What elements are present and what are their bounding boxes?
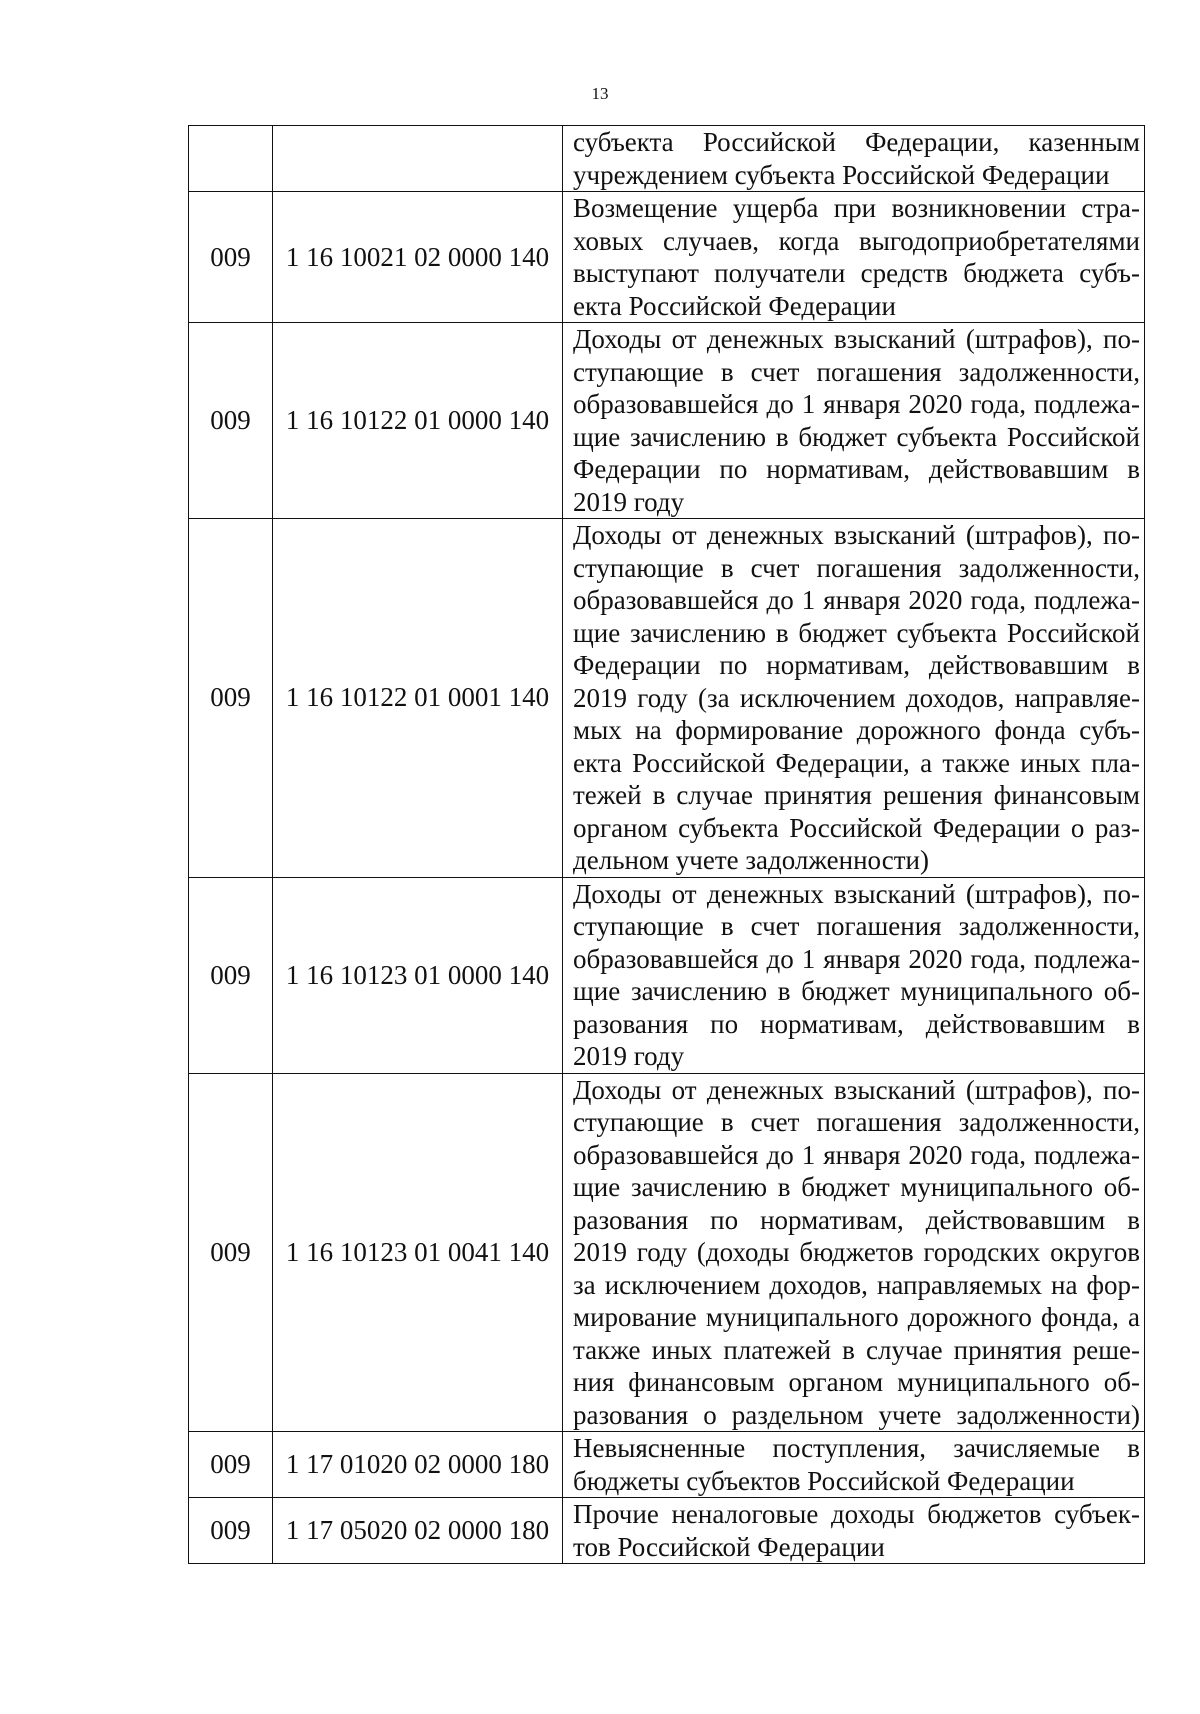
description-line: ступающие в счет погашения задолженности, (573, 1107, 1140, 1137)
description-line: щие зачислению в бюджет субъекта Российской (573, 421, 1140, 452)
description-cell (563, 519, 1145, 878)
table-body (189, 126, 1145, 1564)
kbk-code-cell: 1 17 05020 02 0000 180 (273, 1498, 563, 1564)
kbk-code-cell: 1 16 10123 01 0041 140 (273, 1073, 563, 1432)
table-row (189, 192, 1145, 323)
description-cell (563, 126, 1145, 192)
description-line: разования о раздельном учете задолженности) (573, 1399, 1140, 1430)
description-line: также иных платежей в случае принятия реше- (573, 1334, 1140, 1365)
page-number: 13 (591, 84, 609, 103)
kbk-code-cell (273, 126, 563, 192)
admin-code-cell: 009 (189, 1432, 273, 1498)
description-line: 2019 году (573, 1041, 685, 1071)
description-cell (563, 1432, 1145, 1498)
description-line: образовавшейся до 1 января 2020 года, подлежа- (573, 585, 1140, 615)
table-row (189, 323, 1145, 519)
table-row (189, 519, 1145, 878)
admin-code-cell: 009 (189, 877, 273, 1073)
admin-code-cell: 009 (189, 323, 273, 519)
description-line: 2019 году (за исключением доходов, направляе- (573, 682, 1140, 713)
description-line: субъекта Российской Федерации, казенным (573, 127, 1140, 157)
description-line: учреждением субъекта Российской Федерации (573, 159, 1110, 190)
description-line: ховых случаев, когда выгодоприобретателями (573, 225, 1140, 256)
description-line: Федерации по нормативам, действовавшим в (573, 650, 1140, 680)
admin-code-cell (189, 126, 273, 192)
description-line: екта Российской Федерации, а также иных пла- (573, 747, 1140, 778)
description-cell (563, 877, 1145, 1073)
description-line: щие зачислению в бюджет муниципального об- (573, 1172, 1140, 1202)
description-line: ступающие в счет погашения задолженности, (573, 911, 1140, 941)
admin-code-cell: 009 (189, 1498, 273, 1564)
description-line: за исключением доходов, направляемых на фор- (573, 1269, 1140, 1300)
table-row (189, 1073, 1145, 1432)
table-row (189, 1498, 1145, 1564)
description-line: щие зачислению в бюджет субъекта Российской (573, 617, 1140, 648)
description-line: образовавшейся до 1 января 2020 года, подлежа- (573, 943, 1140, 974)
description-line: Доходы от денежных взысканий (штрафов), по- (573, 878, 1140, 909)
description-line: образовавшейся до 1 января 2020 года, подлежа- (573, 1139, 1140, 1170)
kbk-code-cell: 1 16 10122 01 0000 140 (273, 323, 563, 519)
description-line: Федерации по нормативам, действовавшим в (573, 454, 1140, 484)
description-line: ния финансовым органом муниципального об- (573, 1367, 1140, 1397)
description-line: Доходы от денежных взысканий (штрафов), по- (573, 520, 1140, 550)
description-line: бюджеты субъектов Российской Федерации (573, 1465, 1075, 1496)
kbk-code-cell: 1 16 10123 01 0000 140 (273, 877, 563, 1073)
admin-code-cell: 009 (189, 519, 273, 878)
description-line: органом субъекта Российской Федерации о раз- (573, 812, 1140, 843)
description-line: Невыясненные поступления, зачисляемые в (573, 1433, 1140, 1463)
description-line: 2019 году (доходы бюджетов городских округов (573, 1237, 1140, 1267)
description-cell (563, 1498, 1145, 1564)
description-cell (563, 323, 1145, 519)
table-row (189, 1432, 1145, 1498)
description-cell (563, 1073, 1145, 1432)
description-line: ступающие в счет погашения задолженности, (573, 552, 1140, 583)
description-line: 2019 году (573, 486, 685, 517)
description-line: разования по нормативам, действовавшим в (573, 1008, 1140, 1039)
kbk-code-cell: 1 16 10021 02 0000 140 (273, 192, 563, 323)
description-line: мирование муниципального дорожного фонда, а (573, 1302, 1140, 1332)
description-line: мых на формирование дорожного фонда субъ- (573, 715, 1140, 745)
description-cell (563, 192, 1145, 323)
table-row (189, 126, 1145, 192)
table-row (189, 877, 1145, 1073)
description-line: Доходы от денежных взысканий (штрафов), по- (573, 1074, 1140, 1105)
description-line: выступают получатели средств бюджета субъ- (573, 258, 1140, 288)
budget-codes-table (188, 125, 1145, 1564)
description-line: екта Российской Федерации (573, 290, 896, 321)
admin-code-cell: 009 (189, 192, 273, 323)
admin-code-cell: 009 (189, 1073, 273, 1432)
description-line: разования по нормативам, действовавшим в (573, 1204, 1140, 1235)
description-line: дельном учете задолженности) (573, 845, 929, 875)
description-line: Прочие неналоговые доходы бюджетов субъек- (573, 1499, 1140, 1529)
kbk-code-cell: 1 17 01020 02 0000 180 (273, 1432, 563, 1498)
description-line: образовавшейся до 1 января 2020 года, подлежа- (573, 389, 1140, 419)
description-line: щие зачислению в бюджет муниципального об- (573, 976, 1140, 1006)
description-line: ступающие в счет погашения задолженности, (573, 356, 1140, 387)
description-line: тежей в случае принятия решения финансовым (573, 780, 1140, 810)
description-line: Возмещение ущерба при возникновении стра- (573, 193, 1140, 223)
description-line: Доходы от денежных взысканий (штрафов), по- (573, 324, 1140, 354)
description-line: тов Российской Федерации (573, 1531, 885, 1562)
kbk-code-cell: 1 16 10122 01 0001 140 (273, 519, 563, 878)
